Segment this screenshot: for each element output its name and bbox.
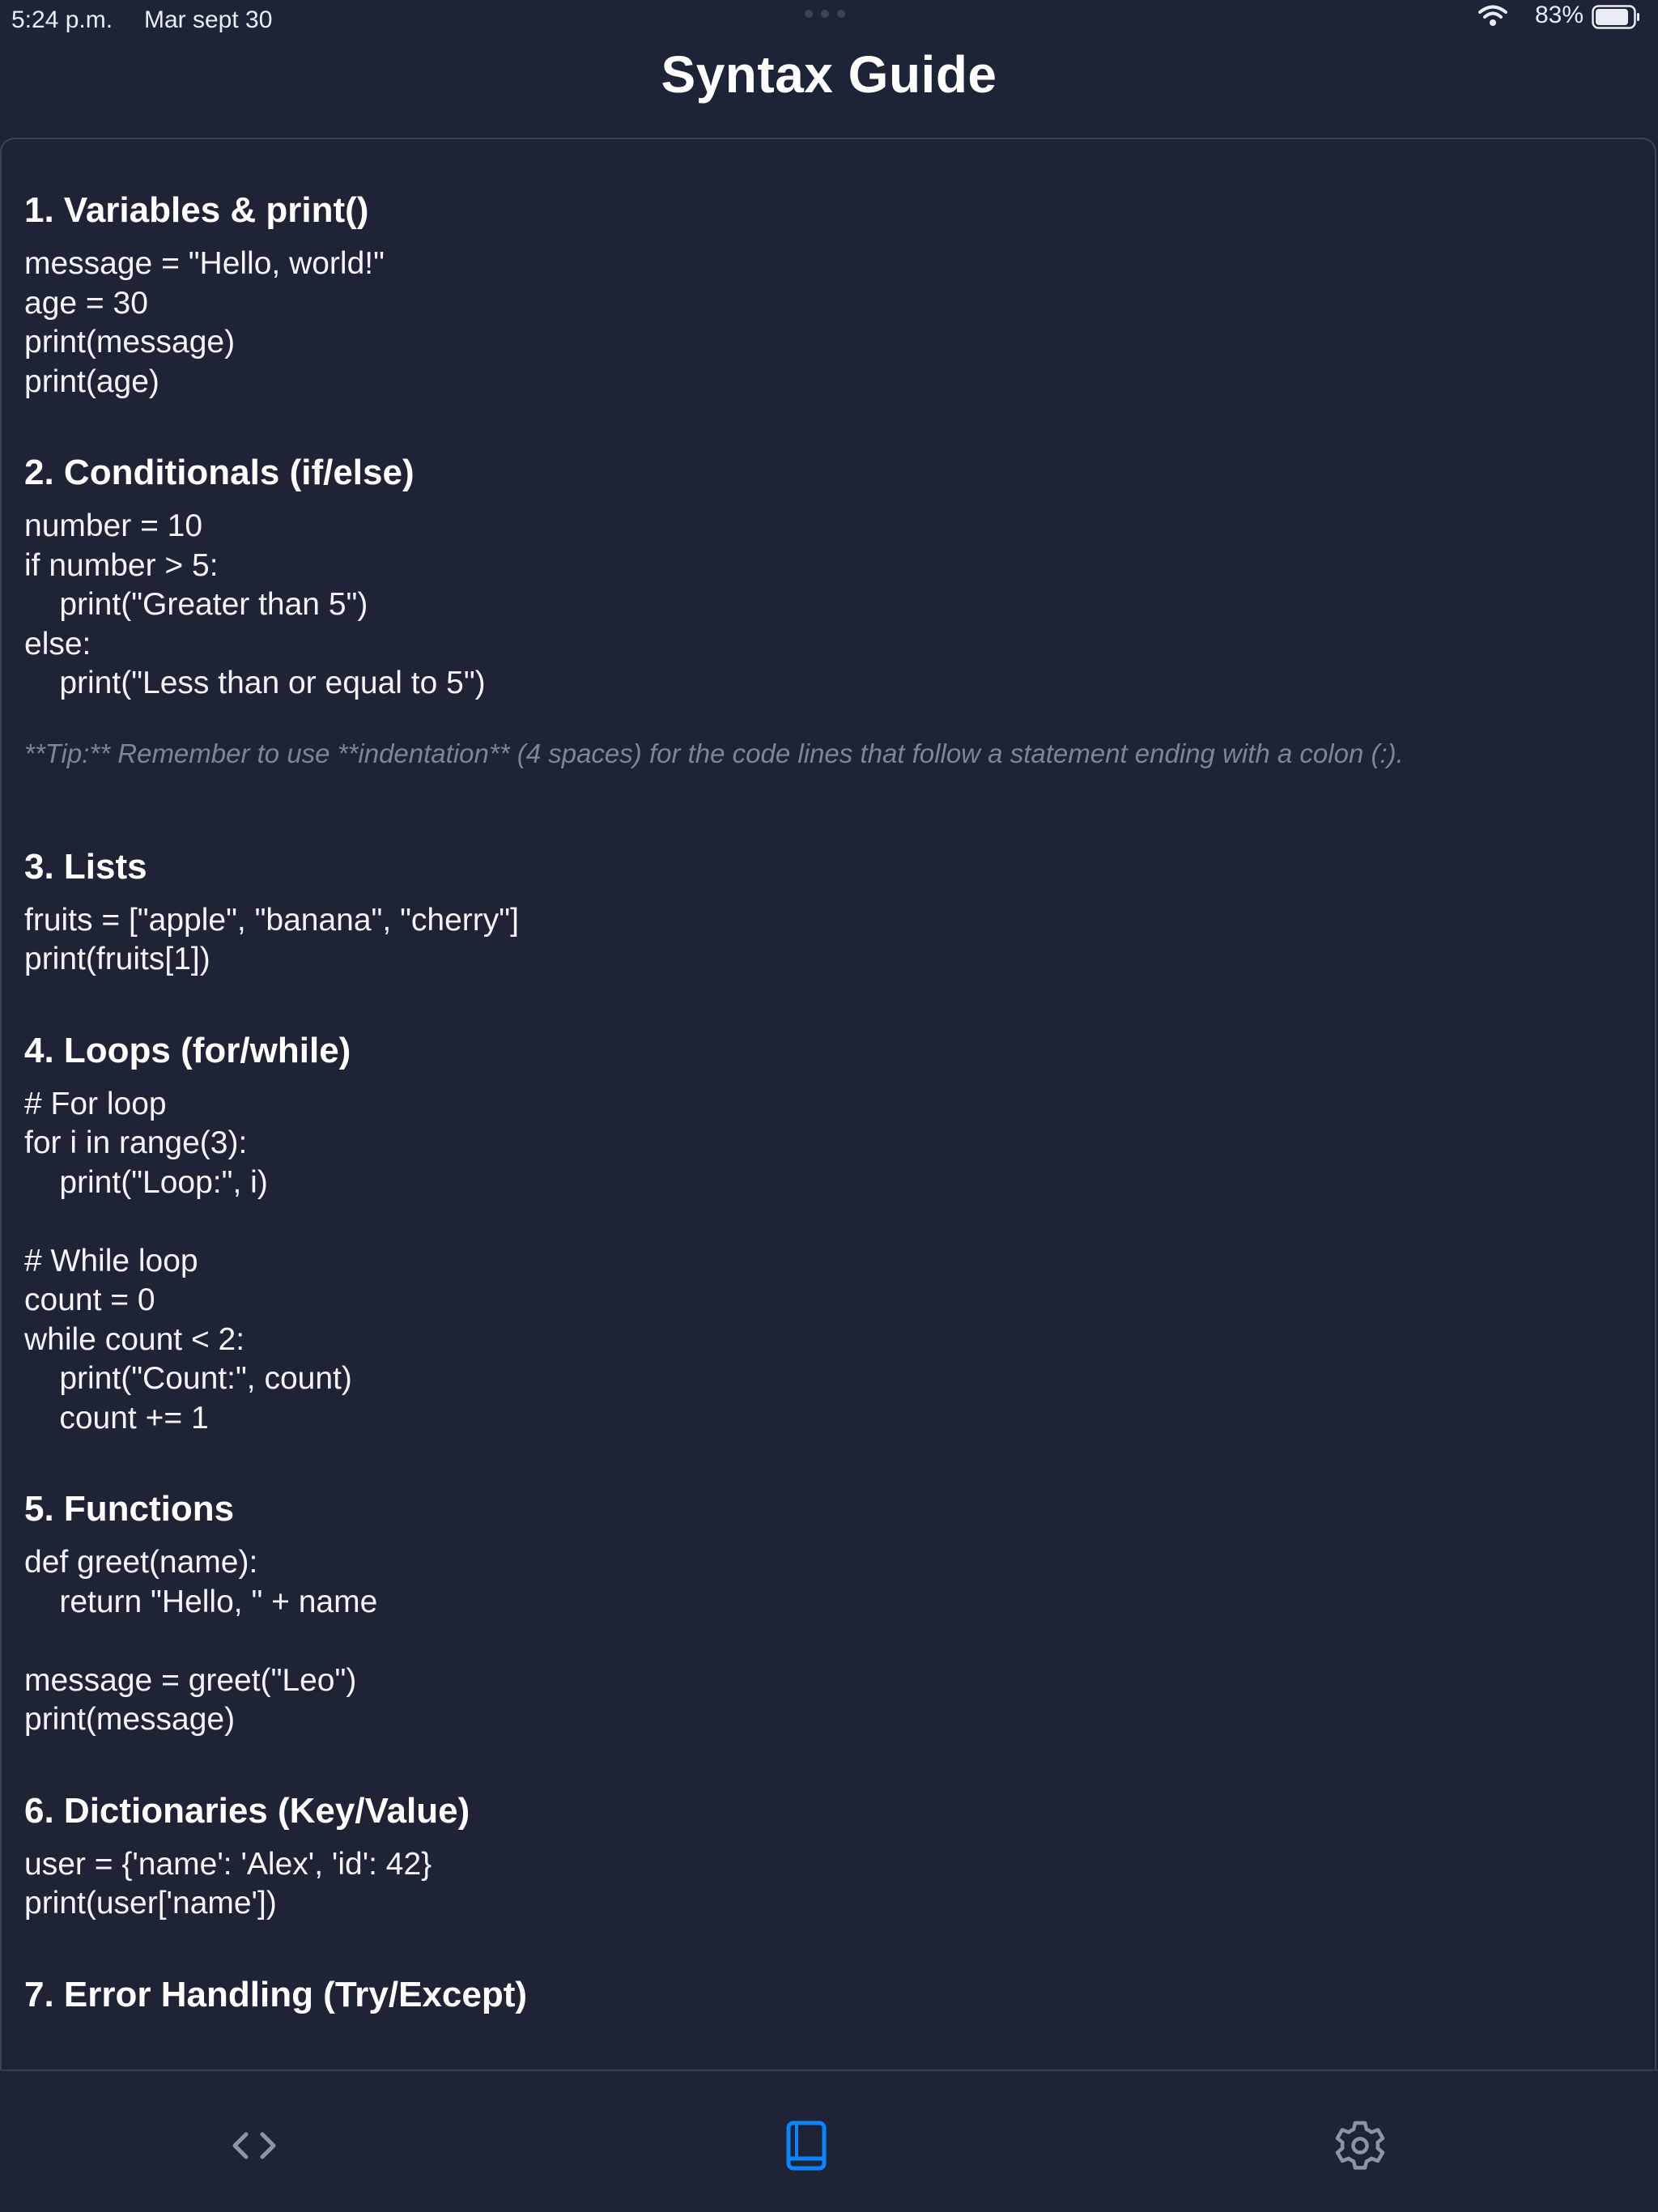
multitasking-dots-icon[interactable]: [805, 10, 853, 21]
code-snippet: # For loop for i in range(3): print("Loop:", i) # While loop count = 0 while count < 2: print("Count:", count) count += 1: [24, 1086, 352, 1436]
code-snippet: def greet(name): return "Hello, " + name message = greet("Leo") print(message): [24, 1545, 378, 1737]
guide-section-conditionals: [24, 450, 1635, 772]
syntax-guide-content[interactable]: [0, 138, 1656, 2069]
battery-icon: [1592, 5, 1640, 29]
page-title: Syntax Guide: [661, 45, 997, 104]
guide-sections: [24, 188, 1635, 2066]
guide-section-loops: [24, 1028, 1635, 1439]
code-snippet: number = 10 if number > 5: print("Greater than 5") else: print("Less than or equal to 5"): [24, 508, 486, 700]
code-snippet: user = {'name': 'Alex', 'id': 42} print(user['name']): [24, 1846, 432, 1921]
section-title: 5. Functions: [24, 1489, 235, 1529]
guide-section-error-handling: [24, 1972, 1635, 2018]
tab-settings[interactable]: [1331, 2116, 1389, 2175]
code-brackets-icon: [225, 2116, 283, 2175]
battery-percent: 83%: [1534, 2, 1584, 28]
gear-icon: [1331, 2116, 1389, 2175]
section-title: 2. Conditionals (if/else): [24, 453, 414, 492]
section-title: 6. Dictionaries (Key/Value): [24, 1790, 470, 1831]
status-time: 5:24 p.m.: [11, 6, 113, 33]
code-snippet: message = "Hello, world!" age = 30 print(message) print(age): [24, 246, 385, 399]
section-title: 1. Variables & print(): [24, 190, 369, 230]
tab-bar: [0, 2069, 1658, 2212]
tab-code-editor[interactable]: [225, 2116, 283, 2175]
book-icon: [777, 2116, 835, 2175]
wifi-icon: [1478, 5, 1507, 28]
status-date: Mar sept 30: [144, 6, 273, 33]
section-title: 4. Loops (for/while): [24, 1030, 351, 1070]
status-bar: [0, 0, 1658, 42]
section-title: 7. Error Handling (Try/Except): [24, 1974, 528, 2014]
section-title: 3. Lists: [24, 846, 147, 887]
guide-section-functions: [24, 1487, 1635, 1740]
guide-section-lists: [24, 844, 1635, 980]
guide-section-dictionaries: [24, 1789, 1635, 1924]
tip-text: **Tip:** Remember to use **indentation** (4 spaces) for the code lines that follow a statement ending with a colon (:).: [24, 738, 1404, 768]
code-snippet: fruits = ["apple", "banana", "cherry"] print(fruits[1]): [24, 902, 519, 976]
nav-header: [0, 42, 1658, 136]
guide-section-variables: [24, 188, 1635, 402]
tab-syntax-guide[interactable]: [777, 2116, 835, 2175]
